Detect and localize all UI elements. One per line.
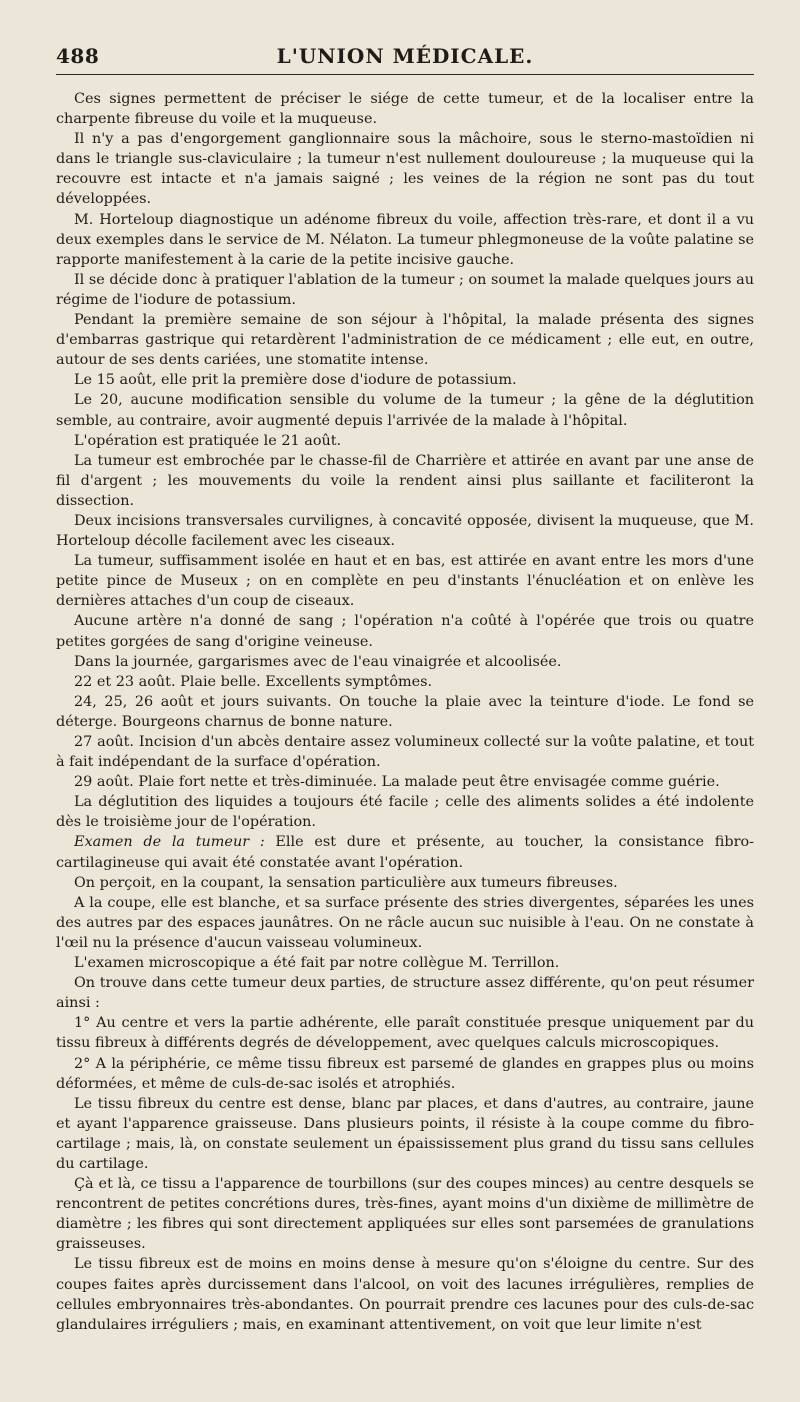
paragraph-text: Elle est dure et présente, au toucher, la consistance fibro-cartilagineuse qui avait été constatée avant l'opération. [56, 834, 754, 871]
running-title: L'UNION MÉDICALE. [276, 44, 534, 68]
paragraph: 22 et 23 août. Plaie belle. Excellents symptômes. [74, 673, 433, 690]
paragraph: Aucune artère n'a donné de sang ; l'opération n'a coûté à l'opérée que trois ou quatre petites gorgées de sang d'origine veineuse. [56, 613, 754, 650]
paragraph: Le tissu fibreux du centre est dense, blanc par places, et dans d'autres, au contraire, jaune et ayant l'apparence graisseuse. Dans plusieurs points, il résiste à la coupe comme du fibro-cartilage ; mais, là, on constate seulement un épaississement plus grand du tissu sans cellules du cartilage. [56, 1095, 754, 1172]
paragraph [56, 832, 754, 872]
paragraph: L'examen microscopique a été fait par notre collègue M. Terrillon. [74, 955, 560, 972]
paragraph: Le 20, aucune modification sensible du volume de la tumeur ; la gêne de la déglutition semble, au contraire, avoir augmenté depuis l'arrivée de la malade à l'hôpital. [56, 392, 754, 429]
paragraph: A la coupe, elle est blanche, et sa surface présente des stries divergentes, séparées les unes des autres par des espaces jaunâtres. On ne râcle aucun suc nuisible à l'eau. On ne constate à l'œil nu la présence d'aucun vaisseau volumineux. [56, 894, 754, 951]
paragraph: Le 15 août, elle prit la première dose d'iodure de potassium. [74, 372, 517, 389]
paragraph: Dans la journée, gargarismes avec de l'eau vinaigrée et alcoolisée. [74, 653, 562, 670]
paragraph: Il n'y a pas d'engorgement ganglionnaire sous la mâchoire, sous le sterno-mastoïdien ni dans le triangle sus-claviculaire ; la tumeur n'est nullement douloureuse ; la muqueuse qui la recouvre est intacte et n'a jamais saigné ; les veines de la région ne sont pas du tout développées. [56, 131, 754, 208]
paragraph: On trouve dans cette tumeur deux parties, de structure assez différente, qu'on peut résumer ainsi : [56, 975, 754, 1012]
paragraph: La tumeur, suffisamment isolée en haut et en bas, est attirée en avant entre les mors d'une petite pince de Museux ; on en complète en peu d'instants l'énucléation et on enlève les dernières attaches d'un coup de ciseaux. [56, 553, 754, 610]
paragraph: On perçoit, en la coupant, la sensation particulière aux tumeurs fibreuses. [74, 874, 618, 891]
paragraph: L'opération est pratiquée le 21 août. [74, 432, 342, 449]
paragraph: Pendant la première semaine de son séjour à l'hôpital, la malade présenta des signes d'embarras gastrique qui retardèrent l'administration de ce médicament ; elle eut, en outre, autour de ses dents cariées, une stomatite intense. [56, 312, 754, 369]
paragraph: 1° Au centre et vers la partie adhérente, elle paraît constituée presque uniquement par du tissu fibreux à différents degrés de développement, avec quelques calculs microscopiques. [56, 1015, 754, 1052]
paragraph: Çà et là, ce tissu a l'apparence de tourbillons (sur des coupes minces) au centre desquels se rencontrent de petites concrétions dures, très-fines, ayant moins d'un dixième de millimètre de diamètre ; les fibres qui sont directement appliquées sur elles sont parsemées de granulations graisseuses. [56, 1176, 754, 1253]
paragraph: La déglutition des liquides a toujours été facile ; celle des aliments solides a été indolente dès le troisième jour de l'opération. [56, 794, 754, 831]
paragraph: Ces signes permettent de préciser le siége de cette tumeur, et de la localiser entre la charpente fibreuse du voile et la muqueuse. [56, 91, 754, 128]
page-header [56, 44, 754, 75]
paragraph: 24, 25, 26 août et jours suivants. On touche la plaie avec la teinture d'iode. Le fond se déterge. Bourgeons charnus de bonne nature. [56, 693, 754, 730]
paragraph: 2° A la périphérie, ce même tissu fibreux est parsemé de glandes en grappes plus ou moins déformées, et même de culs-de-sac isolés et atrophiés. [56, 1055, 754, 1092]
paragraph: Deux incisions transversales curvilignes, à concavité opposée, divisent la muqueuse, que M. Horteloup décolle facilement avec les ciseaux. [56, 512, 754, 550]
paragraph: La tumeur est embrochée par le chasse-fil de Charrière et attirée en avant par une anse de fil d'argent ; les mouvements du voile la rendent ainsi plus saillante et faciliteront la dissection. [56, 452, 754, 509]
body-text [56, 89, 754, 1335]
paragraph: 29 août. Plaie fort nette et très-diminuée. La malade peut être envisagée comme guérie. [74, 774, 720, 791]
paragraph-lead: Examen de la tumeur : [74, 834, 265, 851]
paragraph: 27 août. Incision d'un abcès dentaire assez volumineux collecté sur la voûte palatine, et tout à fait indépendant de la surface d'opération. [56, 734, 754, 771]
paragraph: M. Horteloup diagnostique un adénome fibreux du voile, affection très-rare, et dont il a vu deux exemples dans le service de M. Nélaton. La tumeur phlegmoneuse de la voûte palatine se rapporte manifestement à la carie de la petite incisive gauche. [56, 211, 754, 268]
paragraph: Le tissu fibreux est de moins en moins dense à mesure qu'on s'éloigne du centre. Sur des coupes faites après durcissement dans l'alcool, on voit des lacunes irrégulières, remplies de cellules embryonnaires très-abondantes. On pourrait prendre ces lacunes pour des culs-de-sac glandulaires irréguliers ; mais, en examinant attentivement, on voit que leur limite n'est [56, 1256, 754, 1333]
paragraph: Il se décide donc à pratiquer l'ablation de la tumeur ; on soumet la malade quelques jours au régime de l'iodure de potassium. [56, 271, 754, 308]
page-number: 488 [56, 44, 100, 68]
